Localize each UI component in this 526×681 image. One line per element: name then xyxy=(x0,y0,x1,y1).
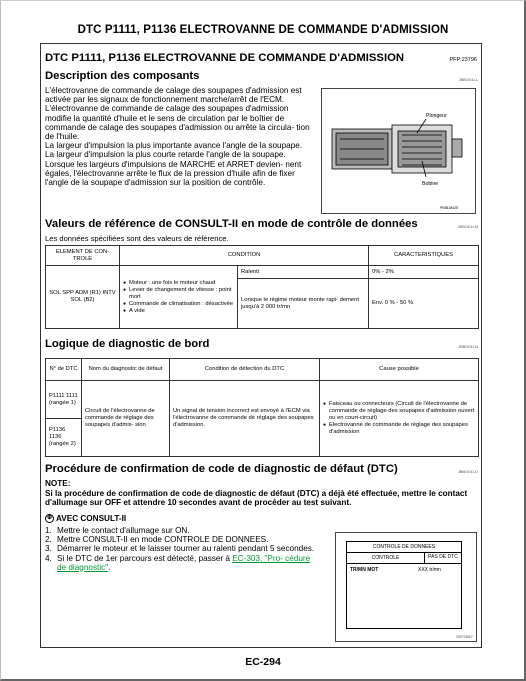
figure-code: SEF058Y xyxy=(455,634,473,639)
step-number: 4. xyxy=(45,553,52,563)
table-header: N° de DTC xyxy=(46,359,82,381)
screen-row xyxy=(347,564,461,576)
table-cell: Env. 0 % - 50 % xyxy=(369,279,479,329)
paragraph: La largeur d'impulsion la plus importante avance l'angle de la soupape. xyxy=(45,141,303,151)
list-item: ● Faisceau ou connecteurs (Circuit de l'électrovanne de commande de réglage des soupapes d'admission ouvert ou en court-circuit) xyxy=(323,401,475,422)
list-item: ● A vide xyxy=(123,308,234,315)
consult-intro: Les données spécifiées sont des valeurs de référence. xyxy=(45,234,229,243)
pfp-number: PFP:23796 xyxy=(449,57,477,63)
consult-table xyxy=(45,245,479,329)
step-number: 2. xyxy=(45,535,52,545)
table-header: Cause possible xyxy=(320,359,479,381)
consult-heading: Valeurs de référence de CONSULT-II en mode de contrôle de données xyxy=(45,218,418,230)
paragraph: La largeur d'impulsion la plus courte retarde l'angle de la soupape. xyxy=(45,150,286,160)
screen-header xyxy=(347,553,461,564)
screen-col: PAS DE DTC xyxy=(428,554,458,560)
note-label: NOTE: xyxy=(45,479,71,488)
table-cell: SOL SPP ADM (R1) INTV SOL (B2) xyxy=(46,266,120,329)
table-cell: P1136 1136 (rangée 2) xyxy=(46,419,82,457)
document-content xyxy=(40,43,482,648)
step-text-part: Si le DTC de 1er parcours est détecté, passer à xyxy=(57,553,233,563)
screen-col: CONTROLE xyxy=(347,553,425,563)
page-title: DTC P1111, P1136 ELECTROVANNE DE COMMANDE D'ADMISSION xyxy=(77,24,449,36)
table-cell xyxy=(120,266,238,329)
screen-value: XXX tr/mn xyxy=(418,567,441,573)
cause-list xyxy=(323,401,475,436)
ref-code: JBBO01LO xyxy=(457,469,478,474)
procedure-steps xyxy=(45,526,321,572)
consult-screen xyxy=(346,541,462,629)
procedure-heading: Procédure de confirmation de code de diagnostic de défaut (DTC) xyxy=(45,463,398,475)
table-cell: Circuit de l'électrovanne de commande de réglage des soupapes d'admis- sion xyxy=(82,381,170,457)
consult-screen-figure xyxy=(335,532,477,642)
table-cell: Un signal de tension incorrect est envoyé à l'ECM via l'électrovanne de commande de réglage des soupapes d'admission. xyxy=(170,381,320,457)
ref-code: JBBO01LM xyxy=(457,224,478,229)
logic-heading: Logique de diagnostic de bord xyxy=(45,338,210,350)
consult-icon: ⊕ xyxy=(46,515,53,522)
ref-code: JBBO01LN xyxy=(457,344,478,349)
list-item xyxy=(45,554,321,572)
step-number: 3. xyxy=(45,544,52,554)
table-header: Condition de détection du DTC xyxy=(170,359,320,381)
list-item xyxy=(45,544,321,553)
list-item: ● Moteur : une fois le moteur chaud xyxy=(123,280,234,287)
paragraph: Lorsque les largeurs d'impulsions de MARCHE et ARRET devien- nent égales, l'électrovanne arrête le flux de la pression d'huile afin de fixer l'angle de la soupape d'admission sur la position de contrôle. xyxy=(45,159,302,188)
table-cell: P1111 1111 (rangée 1) xyxy=(46,381,82,419)
list-item: ● Electrovanne de commande de réglage des soupapes d'admission xyxy=(323,422,475,436)
condition-list xyxy=(123,280,234,315)
logic-table xyxy=(45,358,479,457)
paragraph: L'électrovanne de commande de calage des soupapes d'admission modifie la quantité d'huile et le sens de circulation par le boîtier de commande de calage des soupapes d'admission ou arrête la circula- tion de l'huile. xyxy=(45,104,310,142)
screen-item: TR/MN MOT xyxy=(350,567,379,573)
step-text xyxy=(57,554,321,572)
step-text-part: . xyxy=(108,562,111,572)
step-text: Démarrer le moteur et le laisser tourner au ralenti pendant 5 secondes. xyxy=(57,544,315,554)
table-header: CARACTERISTIQUES xyxy=(369,246,479,266)
figure-code: PBIB1842E xyxy=(440,206,459,210)
step-text: Mettre le contact d'allumage sur ON. xyxy=(57,526,190,535)
subheading xyxy=(45,514,126,523)
table-header: ELEMENT DE CON- TROLE xyxy=(46,246,120,266)
coil-label: Bobine xyxy=(422,181,439,187)
table-cell: Ralenti xyxy=(238,266,369,279)
list-item xyxy=(45,526,321,535)
table-cell: 0% - 2% xyxy=(369,266,479,279)
section-title: DTC P1111, P1136 ELECTROVANNE DE COMMANDE D'ADMISSION xyxy=(45,52,405,64)
table-cell: Lorsque le régime moteur monte rapi- dement jusqu'à 2 000 tr/mn xyxy=(238,279,369,329)
step-number: 1. xyxy=(45,526,52,535)
table-header: Nom du diagnostic de défaut xyxy=(82,359,170,381)
ref-code: JBBO01LL xyxy=(458,77,478,82)
plunger-label: Plongeur xyxy=(426,113,447,119)
subheading-label: AVEC CONSULT-II xyxy=(55,514,127,523)
diagnostic-link[interactable]: EC-303, "Pro- cédure de diagnostic" xyxy=(57,553,311,572)
description-heading: Description des composants xyxy=(45,70,200,82)
solenoid-diagram xyxy=(322,89,475,213)
description-text xyxy=(45,86,317,187)
list-item xyxy=(45,535,321,544)
solenoid-figure xyxy=(321,88,476,214)
table-cell xyxy=(320,381,479,457)
list-item: ● Levier de changement de vitesse : point mort xyxy=(123,287,234,301)
paragraph: L'électrovanne de commande de calage des soupapes d'admission est activée par les signaux de fonctionnement marche/arrêt de l'ECM. xyxy=(45,86,302,105)
step-text: Mettre CONSULT-II en mode CONTROLE DE DONNEES. xyxy=(57,535,269,545)
page-number: EC-294 xyxy=(245,656,281,668)
list-item: ● Commande de climatisation : désactivée xyxy=(123,301,234,308)
table-header: CONDITION xyxy=(120,246,369,266)
note-text: Si la procédure de confirmation de code de diagnostic de défaut (DTC) a déjà été effectuée, mettre le contact d'allumage sur OFF et attendre 10 secondes avant de procéder au test suivant. xyxy=(45,489,468,508)
screen-title: CONTROLE DE DONNEES xyxy=(347,542,461,553)
